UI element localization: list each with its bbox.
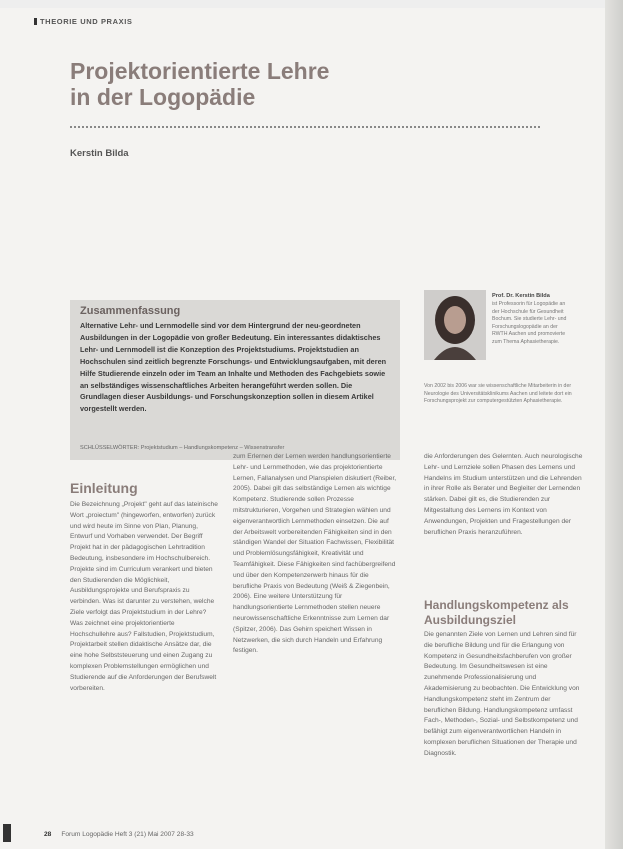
competence-heading: Handlungskompetenz als Ausbildungsziel <box>424 598 569 627</box>
section-label: THEORIE UND PRAXIS <box>40 17 133 26</box>
keywords: SCHLÜSSELWÖRTER: Projektstudium – Handlungskompetenz – Wissenstransfer <box>80 445 285 451</box>
author-name: Kerstin Bilda <box>70 148 129 159</box>
top-margin-band <box>0 0 623 8</box>
page-number: 28 <box>44 831 52 838</box>
title-line-2: in der Logopädie <box>70 84 256 110</box>
abstract-text: Alternative Lehr- und Lernmodelle sind vor dem Hintergrund der neu-geordneten Ausbildungen in der Logopädie von großer Bedeutung. Ein interessantes didaktisches Lehr- und Lernmodell ist die Konzeption des Projektstudiums. Projektstudien an Hochschulen sind zeitlich begrenzte Forschungs- und Entwicklungsaufgaben, mit deren Hilfe Studierende einzeln oder im Team an Inhalte und Methoden des Fachgebiets sowie an selbständiges wissenschaftliches Arbeiten herangeführt werden sollen. Die Grundlagen dieser Ausbildungs- und Forschungskonzeption sollen in diesem Artikel vorgestellt werden. <box>80 321 387 414</box>
journal-info: Forum Logopädie Heft 3 (21) Mai 2007 28-33 <box>61 831 194 838</box>
author-photo <box>424 290 486 360</box>
body-column-1: Die Bezeichnung „Projekt" geht auf das lateinische Wort „proiectum" (hingeworfen, entworfen) zurück und wird heute im Sinne von Plan, Planung, Entwurf und Vorhaben verwendet. Der Begriff Projekt hat in der pädagogischen Lehrtradition Bedeutung, insbesondere im Hochschulbereich. Projekte sind im Curriculum verankert und bieten den Studierenden die Möglichkeit, Ausbildungsprojekte und Berufspraxis zu verbinden. Was ist darunter zu verstehen, welche Ziele verfolgt das Projektstudium in der Lehre? Was zeichnet eine projektorientierte Hochschullehre aus? Fallstudien, Projektstudium, Projektarbeit stellen didaktische Ansätze dar, die eine hohe Selbststeuerung und einen Zugang zu komplexen Problemstellungen ermöglichen und Studierende auf die Anforderungen der Berufswelt vorbereiten. <box>70 501 218 692</box>
intro-heading: Einleitung <box>70 480 138 496</box>
title-divider <box>70 126 540 128</box>
title-line-1: Projektorientierte Lehre <box>70 58 330 84</box>
abstract-heading: Zusammenfassung <box>80 305 181 317</box>
body-column-2: zum Erlernen der Lernen werden handlungsorientierte Lehr- und Lernmethoden, wie das projektorientierte Lernen, Fallanalysen und Planspielen diskutiert (Reiber, 2005). Dabei gilt das selbständige Lernen als wichtige Kompetenz. Studierende sollen Prozesse mitstrukturieren, Vorgehen und Strategien wählen und eigenverantwortlich Lernmethoden einsetzen. Die auf der Arbeitswelt vorbereitenden Fähigkeiten sind in den ständigen Wandel der Situation Fachwissen, Flexibilität und Problemlösungsfähigkeit, Kreativität und Teamfähigkeit. Diese Fähigkeiten sind fachübergreifend und über den Kompetenzerwerb hinaus für die berufliche Praxis von Bedeutung (Weiß & Ziegenbein, 2006). Eine weitere Unterstützung für handlungsorientierte Lernmethoden stellen neuere neurowissenschaftliche Erkenntnisse zum Lernen dar (Spitzer, 2006). Das Gehirn speichert Wissen in Netzwerken, die sich durch Handeln und Erfahrung festigen. <box>233 453 397 655</box>
bio-text: ist Professorin für Logopädie an der Hochschule für Gesundheit Bochum. Sie studierte Lehr- und Forschungslogopädie an der RWTH Aachen und promovierte zum Thema Aphasietherapie. <box>492 301 567 345</box>
bio-name: Prof. Dr. Kerstin Bilda <box>492 293 550 299</box>
page-corner-mark <box>3 824 11 842</box>
article-title <box>70 58 329 110</box>
portrait-image <box>424 290 486 360</box>
page-edge-shadow <box>605 0 623 849</box>
body-column-3-continued: Die genannten Ziele von Lernen und Lehren sind für die berufliche Bildung und für die Erlangung von Kompetenz in Gesundheitsfachberufen von großer Bedeutung. Im Gesundheitswesen ist eine zunehmende Professionalisierung und Akademisierung zu beobachten. Die Entwicklung von Handlungskompetenz steht im Zentrum der beruflichen Bildung. Handlungskompetenz umfasst Fach-, Methoden-, Sozial- und Selbstkompetenz und befähigt zum eigenverantwortlichen Handeln in komplexen beruflichen Situationen der Therapie und Diagnostik. <box>424 631 580 757</box>
bio-text-continued: Von 2002 bis 2006 war sie wissenschaftliche Mitarbeiterin in der Neurologie des Universitätsklinikums Aachen und leitete dort ein Forschungsprojekt zur computergestützten Aphasietherapie. <box>424 383 572 405</box>
page-footer <box>44 831 194 838</box>
body-column-3: die Anforderungen des Gelernten. Auch neurologische Lehr- und Lernziele sollen Phasen des Lernens und Handelns im Studium unterstützen und die Lehrenden in ihrer Rolle als Berater und Begleiter der Lernenden stärken. Dabei gilt es, die Studierenden zur Mitgestaltung des Lernens im Kontext von Anwendungen, Projekten und Fragestellungen der beruflichen Praxis heranzuführen. <box>424 453 583 536</box>
